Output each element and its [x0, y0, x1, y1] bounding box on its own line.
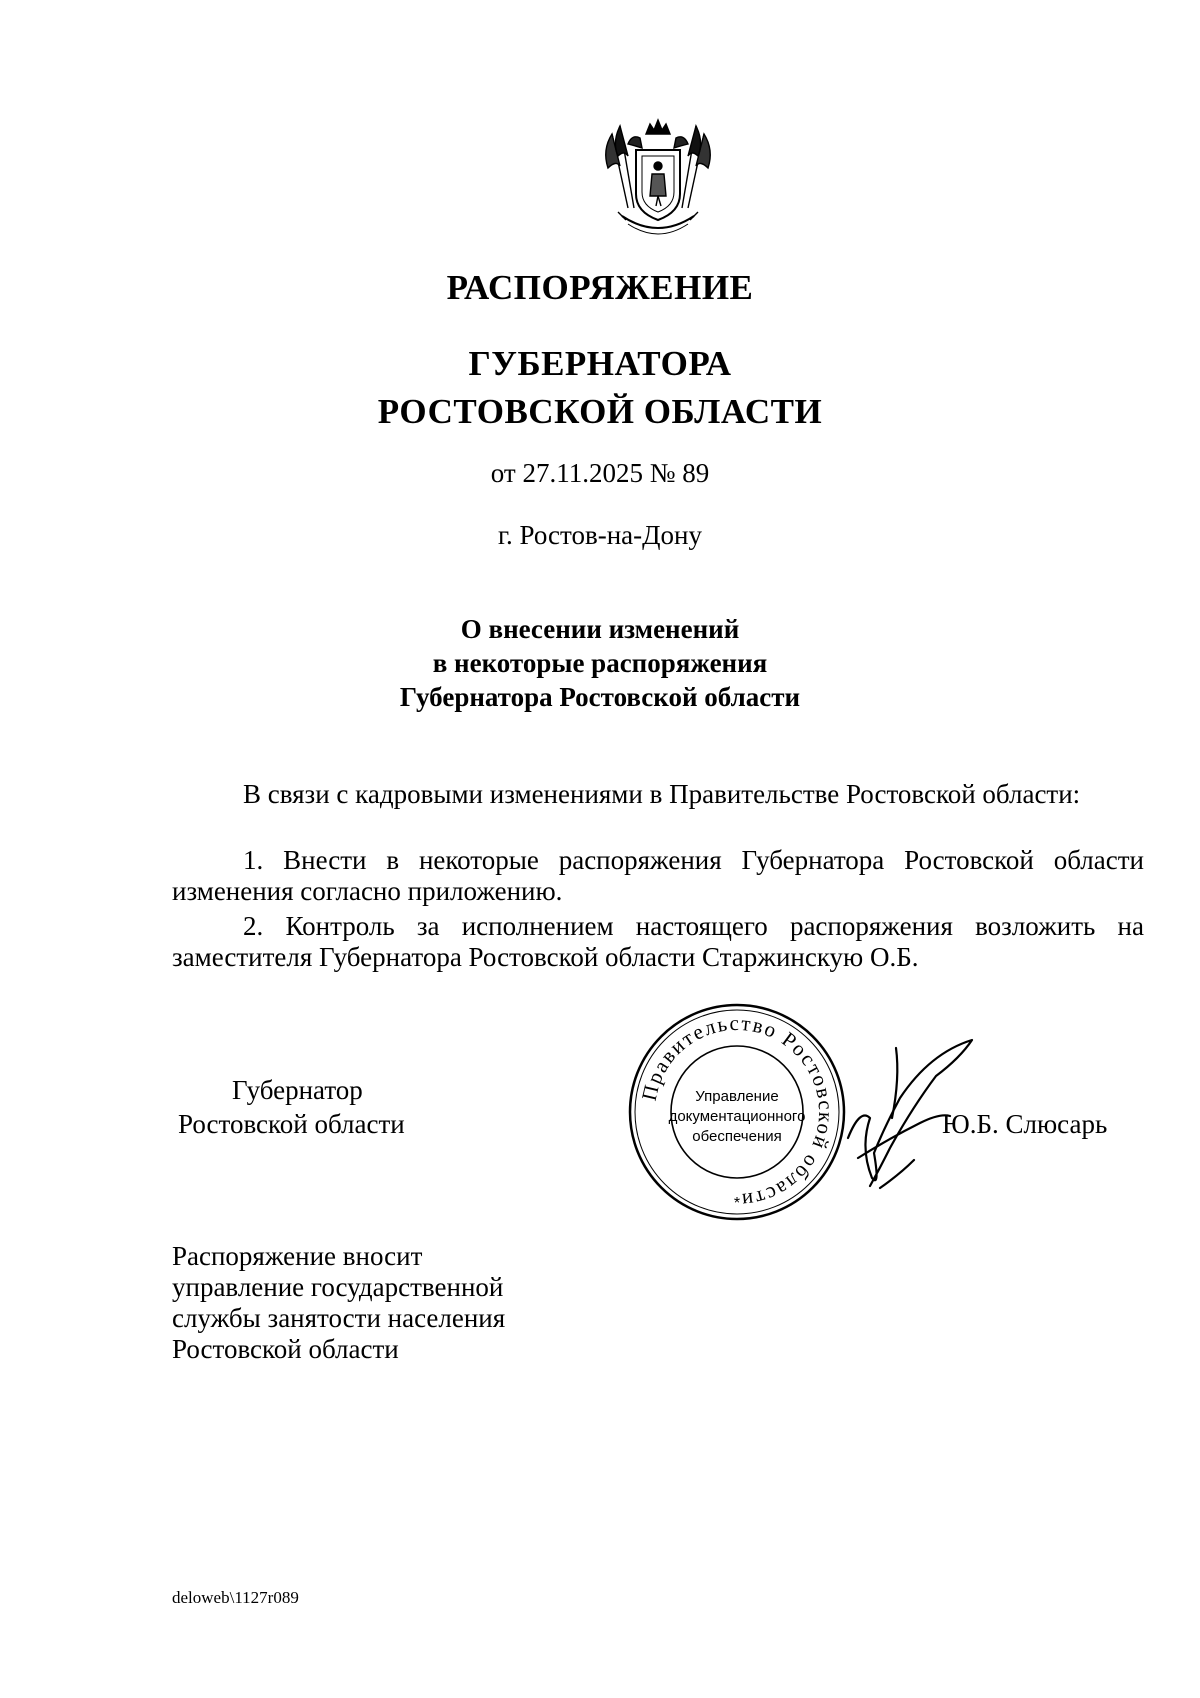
subject-line-3: Губернатора Ростовской области — [399, 682, 801, 712]
issuer-line-2: РОСТОВСКОЙ ОБЛАСТИ — [377, 392, 823, 431]
note-line-4: Ростовской области — [172, 1334, 399, 1364]
document-type: РАСПОРЯЖЕНИЕ — [446, 268, 754, 307]
item-1: 1. Внести в некоторые распоряжения Губернатора Ростовской области изменения согласно приложению. — [172, 845, 1144, 906]
submitted-by-note — [172, 1241, 505, 1365]
seal-star: * — [733, 1195, 741, 1212]
seal-inner-line-1: Управление — [695, 1088, 779, 1105]
file-reference: deloweb\1127r089 — [172, 1588, 299, 1607]
note-line-3: службы занятости населения — [172, 1303, 506, 1333]
seal-inner-line-3: обеспечения — [692, 1128, 782, 1145]
signatory-title-line-2: Ростовской области — [178, 1109, 405, 1139]
issuer-line-1: ГУБЕРНАТОРА — [468, 344, 732, 383]
coat-of-arms-icon — [598, 116, 718, 242]
note-line-1: Распоряжение вносит — [172, 1241, 423, 1271]
subject-line-2: в некоторые распоряжения — [432, 648, 768, 678]
seal-outer-text: Правительство Ростовской области — [636, 1010, 839, 1214]
document-date-number: от 27.11.2025 № 89 — [490, 458, 710, 488]
subject-line-1: О внесении изменений — [460, 614, 740, 644]
seal-inner-line-2: документационного — [668, 1108, 806, 1125]
document-subject — [0, 612, 1200, 714]
note-line-2: управление государственной — [172, 1272, 504, 1302]
official-seal — [626, 1001, 848, 1223]
signatory-title-line-1: Губернатор — [232, 1075, 363, 1105]
issuer-block — [0, 340, 1200, 436]
item-2: 2. Контроль за исполнением настоящего распоряжения возложить на заместителя Губернатора Ростовской области Старжинскую О.Б. — [172, 911, 1144, 972]
preamble: В связи с кадровыми изменениями в Правительстве Ростовской области: — [243, 779, 1081, 809]
document-place: г. Ростов-на-Дону — [497, 520, 702, 550]
signatory-name: Ю.Б. Слюсарь — [942, 1109, 1108, 1139]
